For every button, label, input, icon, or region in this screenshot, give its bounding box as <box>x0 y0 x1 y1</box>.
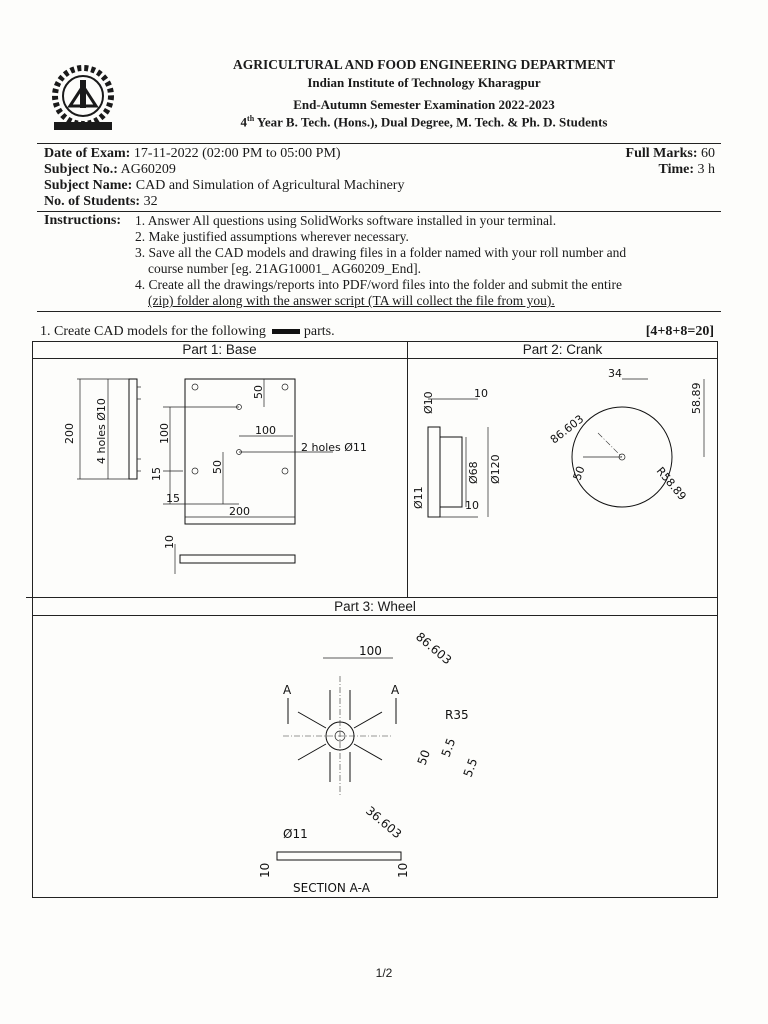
crank-dim-86-603: 86.603 <box>547 412 587 447</box>
crank-dim-34: 34 <box>608 367 622 380</box>
part-2-crank-drawing <box>408 359 716 597</box>
full-marks: Full Marks: 60 <box>625 146 715 161</box>
crank-dim-10-bottom: 10 <box>465 499 479 512</box>
wheel-dim-5-5-b: 5.5 <box>460 756 481 780</box>
redaction-mark <box>272 329 300 334</box>
wheel-dim-5-5-a: 5.5 <box>438 736 459 760</box>
instructions-label: Instructions: <box>44 213 122 228</box>
crank-dim-50: 50 <box>570 464 588 483</box>
base-dim-10: 10 <box>163 535 176 549</box>
instruction-3-cont: course number [eg. 21AG10001_ AG60209_End]. <box>148 261 421 276</box>
subject-name: Subject Name: CAD and Simulation of Agricultural Machinery <box>44 178 405 193</box>
parts-mid-rule-1 <box>26 597 718 598</box>
top-rule <box>37 143 721 144</box>
instruction-4-cont: (zip) folder along with the answer script (TA will collect the file from you). <box>148 293 555 308</box>
part-3-title: Part 3: Wheel <box>334 599 416 614</box>
exam-title: End-Autumn Semester Examination 2022-2023 <box>293 97 555 112</box>
time: Time: 3 h <box>658 162 715 177</box>
crank-dim-58-89: 58.89 <box>690 382 703 414</box>
crank-dim-dia-68: Ø68 <box>467 461 480 484</box>
info-rule <box>37 211 721 212</box>
crank-dim-dia-120: Ø120 <box>489 454 502 484</box>
base-dim-4-holes: 4 holes Ø10 <box>95 398 108 464</box>
no-of-students: No. of Students: 32 <box>44 194 158 209</box>
base-dim-200-vertical: 200 <box>63 423 76 444</box>
base-dim-50-top: 50 <box>252 385 265 399</box>
institute-name: Indian Institute of Technology Kharagpur <box>307 75 541 90</box>
page-number: 1/2 <box>375 966 393 980</box>
base-dim-100-vertical: 100 <box>158 423 171 444</box>
wheel-dim-36-603: 36.603 <box>363 803 405 842</box>
base-dim-50-bottom: 50 <box>211 460 224 474</box>
wheel-dim-86-603: 86.603 <box>413 629 455 668</box>
wheel-dim-10-left: 10 <box>258 862 272 878</box>
base-dim-100-horizontal: 100 <box>255 424 276 437</box>
crank-dim-dia-11: Ø11 <box>412 486 425 509</box>
wheel-section-a-left: A <box>283 683 292 697</box>
part-1-base-drawing <box>33 359 406 597</box>
wheel-dim-50: 50 <box>414 747 434 768</box>
base-dim-15-horizontal: 15 <box>166 492 180 505</box>
date-of-exam: Date of Exam: 17-11-2022 (02:00 PM to 05:00 PM) <box>44 146 341 161</box>
part-1-title: Part 1: Base <box>182 342 257 357</box>
wheel-dim-dia-11: Ø11 <box>283 827 308 841</box>
wheel-dim-r35: R35 <box>445 708 469 722</box>
crank-dim-r58-89: R58.89 <box>653 464 689 503</box>
crank-dim-dia-10: Ø10 <box>422 391 435 414</box>
crank-dim-10-top: 10 <box>474 387 488 400</box>
part-3-wheel-drawing <box>33 616 716 895</box>
instructions-rule <box>37 311 721 312</box>
instruction-4: 4. Create all the drawings/reports into PDF/word files into the folder and submit the entire <box>135 277 623 292</box>
base-dim-15-vertical: 15 <box>150 467 163 481</box>
question-marks: [4+8+8=20] <box>645 324 714 339</box>
wheel-section-a-right: A <box>391 683 400 697</box>
wheel-dim-10-right: 10 <box>396 862 410 878</box>
wheel-section-label: SECTION A-A <box>293 881 370 895</box>
instruction-3: 3. Save all the CAD models and drawing files in a folder named with your roll number and <box>135 245 627 260</box>
part-2-title: Part 2: Crank <box>522 342 603 357</box>
question-text: 1. Create CAD models for the following parts. <box>40 324 335 339</box>
instruction-1: 1. Answer All questions using SolidWorks software installed in your terminal. <box>135 213 557 228</box>
wheel-dim-100: 100 <box>359 644 382 658</box>
base-dim-200-horizontal: 200 <box>229 505 250 518</box>
subject-no: Subject No.: AG60209 <box>44 162 176 177</box>
department-title: AGRICULTURAL AND FOOD ENGINEERING DEPARTMENT <box>232 57 616 72</box>
base-dim-2-holes: 2 holes Ø11 <box>301 441 367 454</box>
students-line: 4th Year B. Tech. (Hons.), Dual Degree, M. Tech. & Ph. D. Students <box>240 114 608 130</box>
instruction-2: 2. Make justified assumptions wherever necessary. <box>135 229 409 244</box>
